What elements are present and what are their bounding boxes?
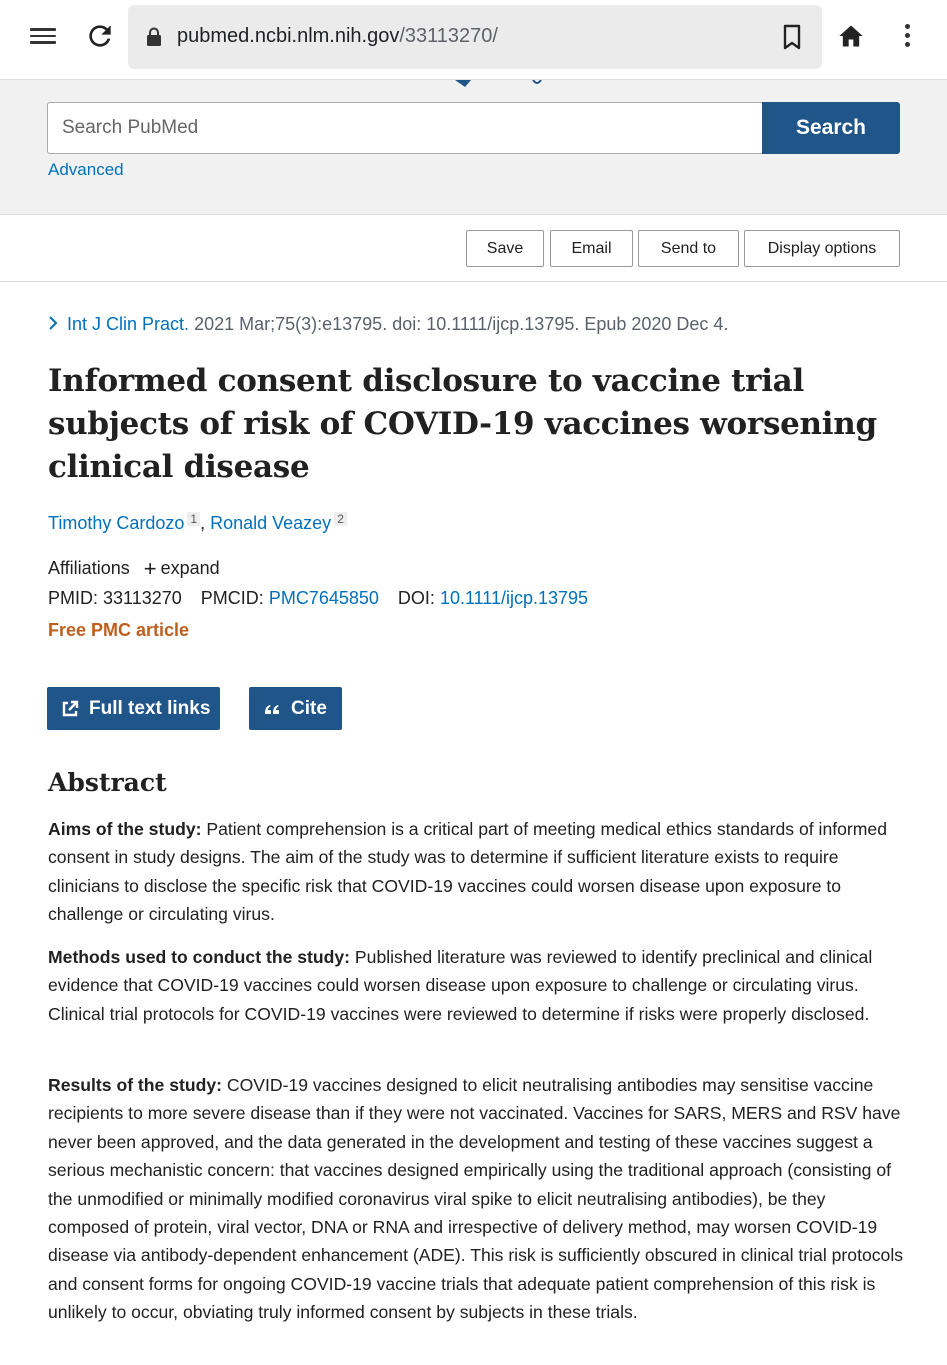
journal-link[interactable]: Int J Clin Pract. [67, 314, 190, 334]
abstract-results [48, 1071, 908, 1327]
cite-label: Cite [291, 697, 327, 719]
abstract-heading: Abstract [48, 768, 167, 797]
article-title: Informed consent disclosure to vaccine trial subjects of risk of COVID-19 vaccines worsening clinical disease [48, 363, 877, 485]
action-bar [0, 215, 947, 282]
affiliation-number[interactable]: 2 [334, 512, 347, 526]
abstract-section-text: COVID-19 vaccines designed to elicit neutralising antibodies may sensitise vaccine recipients to more severe disease than if they were not vaccinated. Vaccines for SARS, MERS and RSV have never been approved, and the data generated in the development and testing of these vaccines suggest a serious mechanistic concern: that vaccines designed empirically using the traditional approach (consisting of the unmodified or minimally modified coronavirus viral spike to elicit neutralising antibodies), be they composed of protein, viral vector, DNA or RNA and irrespective of delivery method, may worsen COVID-19 disease via antibody-dependent enhancement (ADE). This risk is sufficiently obscured in clinical trial protocols and consent forms for ongoing COVID-19 vaccine trials that adequate patient comprehension of this risk is unlikely to occur, obviating truly informed consent by subjects in these trials. [48, 1075, 904, 1323]
external-link-icon [61, 700, 79, 718]
affiliation-number[interactable]: 1 [187, 512, 200, 526]
pmid-label: PMID: [48, 588, 99, 608]
chevron-right-icon[interactable] [48, 316, 59, 330]
url-text [177, 25, 498, 48]
advanced-search-link[interactable]: Advanced [48, 160, 124, 179]
expand-label: expand [160, 558, 220, 578]
address-bar[interactable] [128, 5, 822, 69]
search-input[interactable] [47, 102, 763, 154]
pmcid-label: PMCID: [200, 588, 264, 608]
article-identifiers [48, 588, 588, 609]
journal-citation [48, 314, 728, 335]
affiliations-label: Affiliations [48, 558, 130, 578]
hamburger-menu-icon[interactable] [30, 24, 56, 50]
doi-link[interactable]: 10.1111/ijcp.13795 [439, 588, 589, 608]
more-options-icon[interactable] [900, 24, 914, 50]
abstract-section-label: Aims of the study: [48, 819, 202, 839]
author-list: Timothy Cardozo $^1$ , Ronald Veazey $^2$ [48, 512, 347, 534]
citation-details: 2021 Mar;75(3):e13795. doi: 10.1111/ijcp.13795. Epub 2020 Dec 4. [194, 314, 729, 334]
author-link[interactable]: Ronald Veazey [210, 513, 332, 533]
home-icon[interactable] [837, 22, 865, 50]
free-pmc-badge: Free PMC article [48, 620, 190, 640]
affiliations-toggle[interactable] [48, 556, 220, 582]
display-options-button[interactable]: Display options [744, 230, 900, 267]
lock-icon [146, 27, 162, 47]
abstract-section-label: Results of the study: [48, 1075, 222, 1095]
abstract-methods [48, 943, 908, 1028]
quote-icon [263, 700, 281, 718]
full-text-links-label: Full text links [89, 697, 211, 719]
search-button[interactable]: Search [762, 102, 900, 154]
cite-button[interactable] [249, 687, 342, 730]
plus-icon: + [143, 556, 157, 581]
search-section [0, 80, 947, 215]
pmcid-link[interactable]: PMC7645850 [268, 588, 379, 608]
abstract-section-label: Methods used to conduct the study: [48, 947, 351, 967]
abstract-section-text: Patient comprehension is a critical part of meeting medical ethics standards of informed consent in study designs. The aim of the study was to determine if sufficient literature exists to require clinicians to disclose the specific risk that COVID-19 vaccines could worsen disease upon exposure to challenge or circulating virus. [48, 819, 887, 925]
bookmark-icon[interactable] [780, 23, 804, 51]
reload-icon[interactable] [84, 20, 116, 52]
author-link[interactable]: Timothy Cardozo [48, 513, 185, 533]
doi-label: DOI: [397, 588, 435, 608]
url-path: /33113270/ [399, 25, 498, 47]
url-domain: pubmed.ncbi.nlm.nih.gov [177, 25, 400, 47]
browser-toolbar [0, 0, 947, 80]
abstract-section-text: Published literature was reviewed to identify preclinical and clinical evidence that COVID-19 vaccines could worsen disease upon exposure to challenge or circulating virus. Clinical trial protocols for COVID-19 vaccines were reviewed to determine if risks were properly disclosed. [48, 947, 873, 1024]
abstract-aims [48, 815, 908, 929]
save-button[interactable]: Save [466, 230, 544, 267]
full-text-links-button[interactable] [47, 687, 220, 730]
pmid-value: 33113270 [103, 588, 182, 608]
pubmed-logo[interactable] [455, 80, 545, 88]
email-button[interactable]: Email [550, 230, 633, 267]
send-to-button[interactable]: Send to [638, 230, 739, 267]
